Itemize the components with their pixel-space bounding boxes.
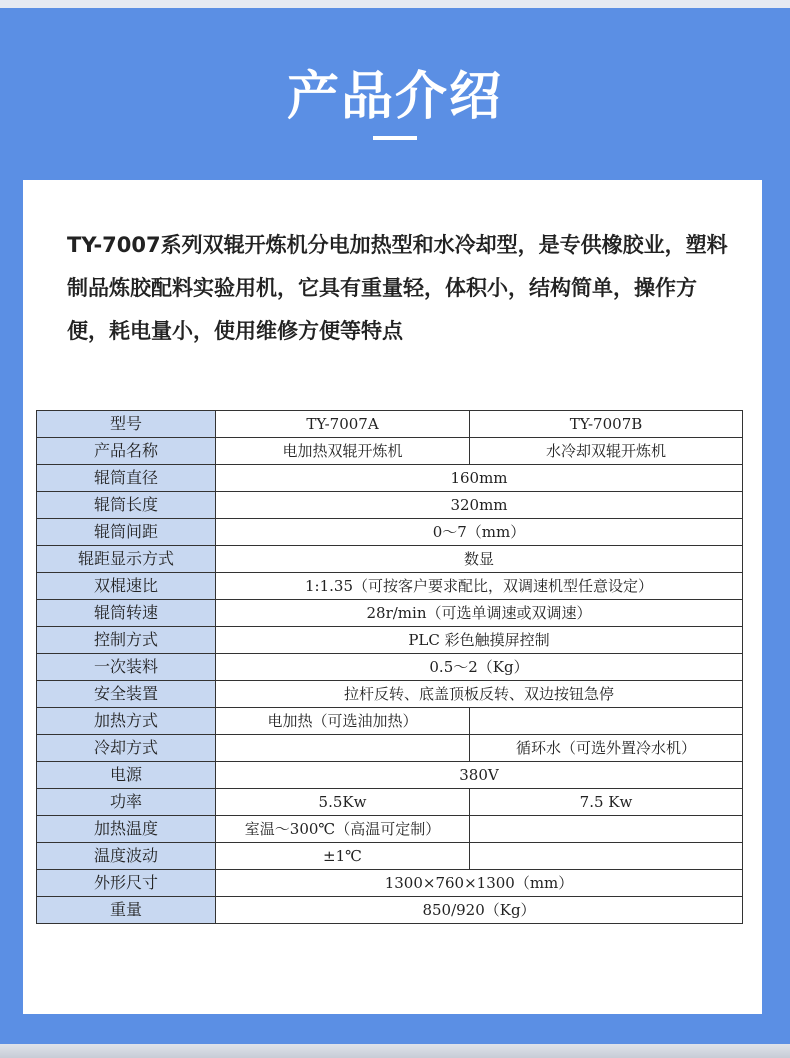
heating-temp-b-cell [470, 816, 743, 843]
row-label: 重量 [37, 897, 216, 924]
temp-fluctuation-a-cell: ±1℃ [216, 843, 470, 870]
product-name-b-cell: 水冷却双辊开炼机 [470, 438, 743, 465]
row-label: 冷却方式 [37, 735, 216, 762]
table-row [37, 627, 743, 654]
table-row [37, 843, 743, 870]
speed-ratio-value: 1:1.35（可按客户要求配比，双调速机型任意设定） [216, 573, 743, 600]
heating-temp-a-cell: 室温～300℃（高温可定制） [216, 816, 470, 843]
table-row [37, 735, 743, 762]
power-a-cell: 5.5Kw [216, 789, 470, 816]
row-label: 产品名称 [37, 438, 216, 465]
row-label: 控制方式 [37, 627, 216, 654]
row-label: 电源 [37, 762, 216, 789]
roller-gap-value: 0～7（mm） [216, 519, 743, 546]
model-b-cell: TY-7007B [470, 411, 743, 438]
title-underline [373, 136, 417, 140]
row-label: 辊距显示方式 [37, 546, 216, 573]
table-row [37, 465, 743, 492]
row-label: 外形尺寸 [37, 870, 216, 897]
page-title: 产品介绍 [286, 67, 503, 127]
row-label: 安全装置 [37, 681, 216, 708]
product-name-a-cell: 电加热双辊开炼机 [216, 438, 470, 465]
heating-method-a-cell: 电加热（可选油加热） [216, 708, 470, 735]
content-card [23, 180, 762, 1014]
table-row [37, 546, 743, 573]
row-label: 加热方式 [37, 708, 216, 735]
roller-speed-value: 28r/min（可选单调速或双调速） [216, 600, 743, 627]
bottom-border-strip [0, 1044, 790, 1058]
table-row [37, 762, 743, 789]
temp-fluctuation-b-cell [470, 843, 743, 870]
row-label: 辊筒直径 [37, 465, 216, 492]
roller-length-value: 320mm [216, 492, 743, 519]
table-row [37, 708, 743, 735]
row-label: 功率 [37, 789, 216, 816]
row-label: 型号 [37, 411, 216, 438]
weight-value: 850/920（Kg） [216, 897, 743, 924]
table-row [37, 654, 743, 681]
table-row [37, 438, 743, 465]
table-row [37, 897, 743, 924]
row-label: 辊筒转速 [37, 600, 216, 627]
batch-value: 0.5～2（Kg） [216, 654, 743, 681]
row-label: 一次装料 [37, 654, 216, 681]
row-label: 加热温度 [37, 816, 216, 843]
row-label: 双棍速比 [37, 573, 216, 600]
roller-diameter-value: 160mm [216, 465, 743, 492]
table-row [37, 573, 743, 600]
cooling-method-a-cell [216, 735, 470, 762]
control-value: PLC 彩色触摸屏控制 [216, 627, 743, 654]
table-row [37, 816, 743, 843]
power-supply-value: 380V [216, 762, 743, 789]
power-b-cell: 7.5 Kw [470, 789, 743, 816]
product-intro-text: TY-7007系列双辊开炼机分电加热型和水冷却型，是专供橡胶业，塑料制品炼胶配料实验用机，它具有重量轻，体积小，结构简单，操作方便，耗电量小，使用维修方便等特点 [67, 233, 728, 343]
heating-method-b-cell [470, 708, 743, 735]
table-row [37, 789, 743, 816]
cooling-method-b-cell: 循环水（可选外置冷水机） [470, 735, 743, 762]
table-row [37, 600, 743, 627]
table-row [37, 492, 743, 519]
top-border-strip [0, 0, 790, 8]
dimensions-value: 1300×760×1300（mm） [216, 870, 743, 897]
spec-table [36, 410, 743, 924]
table-row [37, 681, 743, 708]
table-row [37, 519, 743, 546]
table-row [37, 870, 743, 897]
model-a-cell: TY-7007A [216, 411, 470, 438]
gap-display-value: 数显 [216, 546, 743, 573]
safety-value: 拉杆反转、底盖顶板反转、双边按钮急停 [216, 681, 743, 708]
row-label: 温度波动 [37, 843, 216, 870]
row-label: 辊筒长度 [37, 492, 216, 519]
row-label: 辊筒间距 [37, 519, 216, 546]
table-row [37, 411, 743, 438]
